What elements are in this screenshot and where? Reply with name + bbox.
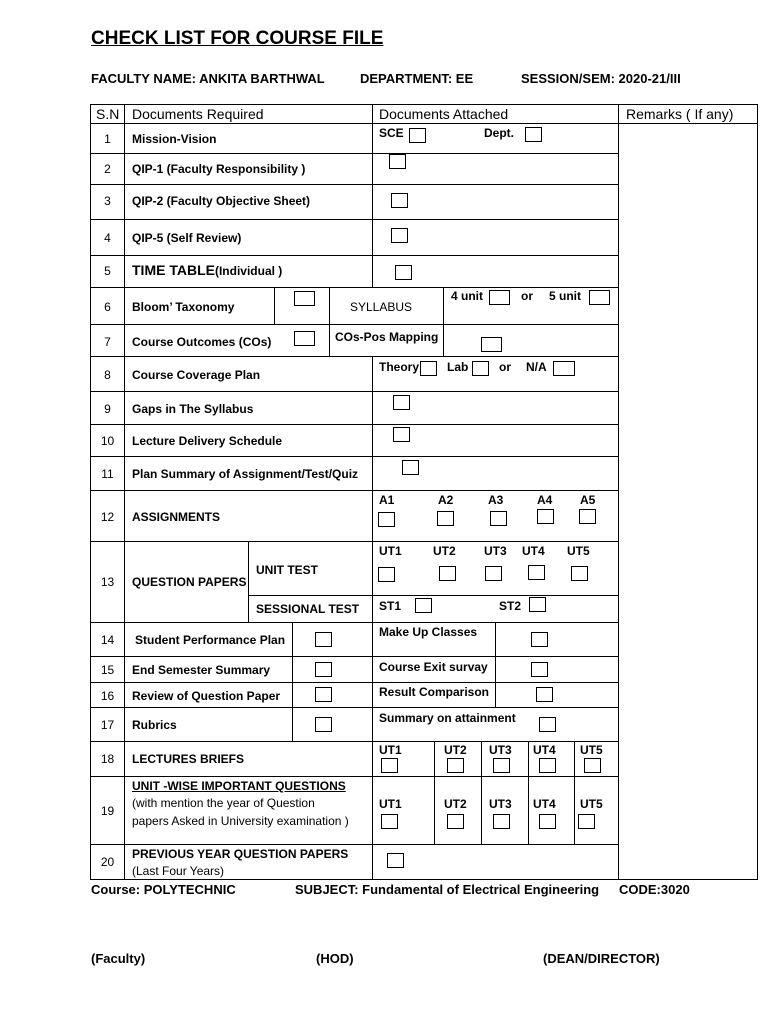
assignment-checkbox[interactable] bbox=[537, 509, 554, 524]
row-label: Student Performance Plan bbox=[135, 633, 286, 647]
row-label: Course Coverage Plan bbox=[132, 368, 261, 382]
right-checkbox[interactable] bbox=[531, 632, 548, 647]
assignment-checkbox[interactable] bbox=[579, 509, 596, 524]
ut-checkbox[interactable] bbox=[447, 814, 464, 829]
attached-checkbox[interactable] bbox=[387, 853, 404, 868]
ut-checkbox[interactable] bbox=[378, 567, 395, 582]
ut-label: UT4 bbox=[533, 797, 556, 811]
ut-label: UT5 bbox=[580, 743, 603, 757]
right-label: Summary on attainment bbox=[379, 711, 516, 725]
row-label: Mission-Vision bbox=[132, 132, 217, 146]
signature-hod: (HOD) bbox=[316, 951, 354, 966]
row-sn: 8 bbox=[104, 368, 111, 382]
sce-checkbox[interactable] bbox=[409, 128, 426, 143]
row-label: UNIT -WISE IMPORTANT QUESTIONS bbox=[132, 779, 346, 793]
ut-label: UT5 bbox=[580, 797, 603, 811]
ut-checkbox[interactable] bbox=[439, 566, 456, 581]
row-sn: 1 bbox=[104, 132, 111, 146]
co-checkbox[interactable] bbox=[294, 331, 315, 346]
row-sn: 11 bbox=[101, 467, 114, 481]
col-docs-required: Documents Required bbox=[132, 106, 264, 122]
ut-label: UT3 bbox=[489, 743, 512, 757]
row-label bbox=[132, 262, 282, 280]
department: DEPARTMENT: EE bbox=[360, 71, 474, 86]
assignment-label: A4 bbox=[537, 493, 553, 507]
unit5-label: 5 unit bbox=[549, 289, 581, 303]
row-sn: 19 bbox=[100, 804, 115, 818]
ut-checkbox[interactable] bbox=[539, 758, 556, 773]
right-checkbox[interactable] bbox=[539, 717, 556, 732]
ut-checkbox[interactable] bbox=[485, 566, 502, 581]
row-label: ASSIGNMENTS bbox=[132, 510, 221, 524]
row-label: QUESTION PAPERS bbox=[132, 575, 247, 589]
row-label: LECTURES BRIEFS bbox=[132, 752, 245, 766]
ut-label: UT5 bbox=[567, 544, 590, 558]
row-label: Gaps in The Syllabus bbox=[132, 402, 254, 416]
row-sn: 18 bbox=[100, 752, 115, 766]
assignment-checkbox[interactable] bbox=[490, 511, 507, 526]
unit-test-label: UNIT TEST bbox=[256, 563, 318, 577]
ut-checkbox[interactable] bbox=[381, 758, 398, 773]
copo-label: COs-Pos Mapping bbox=[335, 330, 439, 344]
right-label: Course Exit survay bbox=[379, 660, 488, 674]
row-label: Lecture Delivery Schedule bbox=[132, 434, 283, 448]
sce-label: SCE bbox=[379, 126, 404, 140]
dept-checkbox[interactable] bbox=[525, 127, 542, 142]
row-sn: 4 bbox=[104, 231, 111, 245]
subject-label: SUBJECT: Fundamental of Electrical Engineering bbox=[295, 882, 600, 897]
ut-label: UT2 bbox=[444, 743, 467, 757]
syllabus-label: SYLLABUS bbox=[350, 300, 413, 314]
unit4-label: 4 unit bbox=[451, 289, 483, 303]
row-label: Review of Question Paper bbox=[132, 689, 281, 703]
col-docs-attached: Documents Attached bbox=[379, 106, 509, 122]
row-sn: 13 bbox=[100, 575, 115, 589]
row-sn: 14 bbox=[100, 633, 115, 647]
row-sn: 9 bbox=[104, 402, 111, 416]
row-label: QIP-5 (Self Review) bbox=[132, 231, 242, 245]
na-label: N/A bbox=[526, 360, 547, 374]
assignment-checkbox[interactable] bbox=[378, 512, 395, 527]
ut-checkbox[interactable] bbox=[493, 758, 510, 773]
ut-label: UT1 bbox=[379, 544, 402, 558]
right-checkbox[interactable] bbox=[531, 662, 548, 677]
lab-label: Lab bbox=[447, 360, 469, 374]
na-checkbox[interactable] bbox=[553, 361, 575, 376]
row-checkbox[interactable] bbox=[315, 632, 332, 647]
row-label: Bloom’ Taxonomy bbox=[132, 300, 235, 314]
course-label: Course: POLYTECHNIC bbox=[91, 882, 236, 897]
right-label: Result Comparison bbox=[379, 685, 490, 699]
col-sn: S.N bbox=[96, 106, 120, 122]
ut-label: UT2 bbox=[433, 544, 456, 558]
row-sn: 7 bbox=[104, 335, 111, 349]
attached-checkbox[interactable] bbox=[389, 154, 406, 169]
timetable-label: TIME TABLE bbox=[132, 262, 215, 278]
row-checkbox[interactable] bbox=[315, 687, 332, 702]
attached-checkbox[interactable] bbox=[395, 265, 412, 280]
assignment-label: A2 bbox=[438, 493, 454, 507]
or-label: or bbox=[521, 289, 533, 303]
row-label: Course Outcomes (COs) bbox=[132, 335, 272, 349]
faculty-name: FACULTY NAME: ANKITA BARTHWAL bbox=[91, 71, 325, 86]
timetable-sub: (Individual ) bbox=[214, 264, 283, 278]
st2-label: ST2 bbox=[499, 599, 522, 613]
ut-checkbox[interactable] bbox=[381, 814, 398, 829]
theory-label: Theory bbox=[379, 360, 420, 374]
row-sub: (Last Four Years) bbox=[132, 864, 225, 878]
attached-checkbox[interactable] bbox=[391, 193, 408, 208]
copo-checkbox[interactable] bbox=[481, 337, 502, 352]
row-sub: papers Asked in University examination ) bbox=[132, 814, 349, 828]
theory-checkbox[interactable] bbox=[420, 361, 437, 376]
row-checkbox[interactable] bbox=[315, 717, 332, 732]
assignment-label: A1 bbox=[379, 493, 395, 507]
st1-label: ST1 bbox=[379, 599, 402, 613]
ut-checkbox[interactable] bbox=[539, 814, 556, 829]
code-label: CODE:3020 bbox=[619, 882, 690, 897]
row-checkbox[interactable] bbox=[315, 662, 332, 677]
row-sn: 20 bbox=[100, 855, 115, 869]
ut-label: UT4 bbox=[522, 544, 545, 558]
page-title: CHECK LIST FOR COURSE FILE bbox=[91, 28, 384, 49]
assignment-label: A5 bbox=[580, 493, 596, 507]
row-sn: 12 bbox=[100, 510, 115, 524]
ut-checkbox[interactable] bbox=[578, 814, 595, 829]
ut-checkbox[interactable] bbox=[528, 565, 545, 580]
dept-label: Dept. bbox=[484, 126, 514, 140]
row-label: PREVIOUS YEAR QUESTION PAPERS bbox=[132, 847, 349, 861]
right-label: Make Up Classes bbox=[379, 625, 478, 639]
row-label: End Semester Summary bbox=[132, 663, 271, 677]
st1-checkbox[interactable] bbox=[415, 598, 432, 613]
ut-checkbox[interactable] bbox=[447, 758, 464, 773]
sessional-test-label: SESSIONAL TEST bbox=[256, 602, 360, 616]
col-remarks: Remarks ( If any) bbox=[626, 106, 734, 122]
row-sn: 6 bbox=[104, 300, 111, 314]
row-sub: (with mention the year of Question bbox=[132, 796, 315, 810]
ut-checkbox[interactable] bbox=[571, 566, 588, 581]
attached-checkbox[interactable] bbox=[393, 427, 410, 442]
lab-checkbox[interactable] bbox=[472, 361, 489, 376]
ut-label: UT1 bbox=[379, 797, 402, 811]
or-label: or bbox=[499, 360, 511, 374]
row-sn: 16 bbox=[100, 689, 115, 703]
signature-dean: (DEAN/DIRECTOR) bbox=[543, 951, 660, 966]
ut-checkbox[interactable] bbox=[493, 814, 510, 829]
row-label: Rubrics bbox=[132, 718, 177, 732]
ut-label: UT2 bbox=[444, 797, 467, 811]
session-sem: SESSION/SEM: 2020-21/III bbox=[521, 71, 681, 86]
row-sn: 5 bbox=[104, 264, 111, 278]
attached-checkbox[interactable] bbox=[402, 460, 419, 475]
signature-faculty: (Faculty) bbox=[91, 951, 146, 966]
assignment-checkbox[interactable] bbox=[437, 511, 454, 526]
row-label: QIP-1 (Faculty Responsibility ) bbox=[132, 162, 306, 176]
bloom-checkbox[interactable] bbox=[294, 291, 315, 306]
row-label: Plan Summary of Assignment/Test/Quiz bbox=[132, 467, 359, 481]
row-sn: 10 bbox=[100, 434, 115, 448]
st2-checkbox[interactable] bbox=[529, 597, 546, 612]
attached-checkbox[interactable] bbox=[391, 228, 408, 243]
assignment-label: A3 bbox=[488, 493, 504, 507]
row-sn: 17 bbox=[100, 718, 115, 732]
row-sn: 15 bbox=[100, 663, 115, 677]
unit4-checkbox[interactable] bbox=[489, 290, 510, 305]
ut-label: UT1 bbox=[379, 743, 402, 757]
ut-label: UT4 bbox=[533, 743, 556, 757]
attached-checkbox[interactable] bbox=[393, 395, 410, 410]
ut-label: UT3 bbox=[484, 544, 507, 558]
row-sn: 2 bbox=[104, 162, 111, 176]
row-label: QIP-2 (Faculty Objective Sheet) bbox=[132, 194, 311, 208]
row-sn: 3 bbox=[104, 194, 111, 208]
right-checkbox[interactable] bbox=[536, 687, 553, 702]
ut-label: UT3 bbox=[489, 797, 512, 811]
unit5-checkbox[interactable] bbox=[589, 290, 610, 305]
ut-checkbox[interactable] bbox=[584, 758, 601, 773]
